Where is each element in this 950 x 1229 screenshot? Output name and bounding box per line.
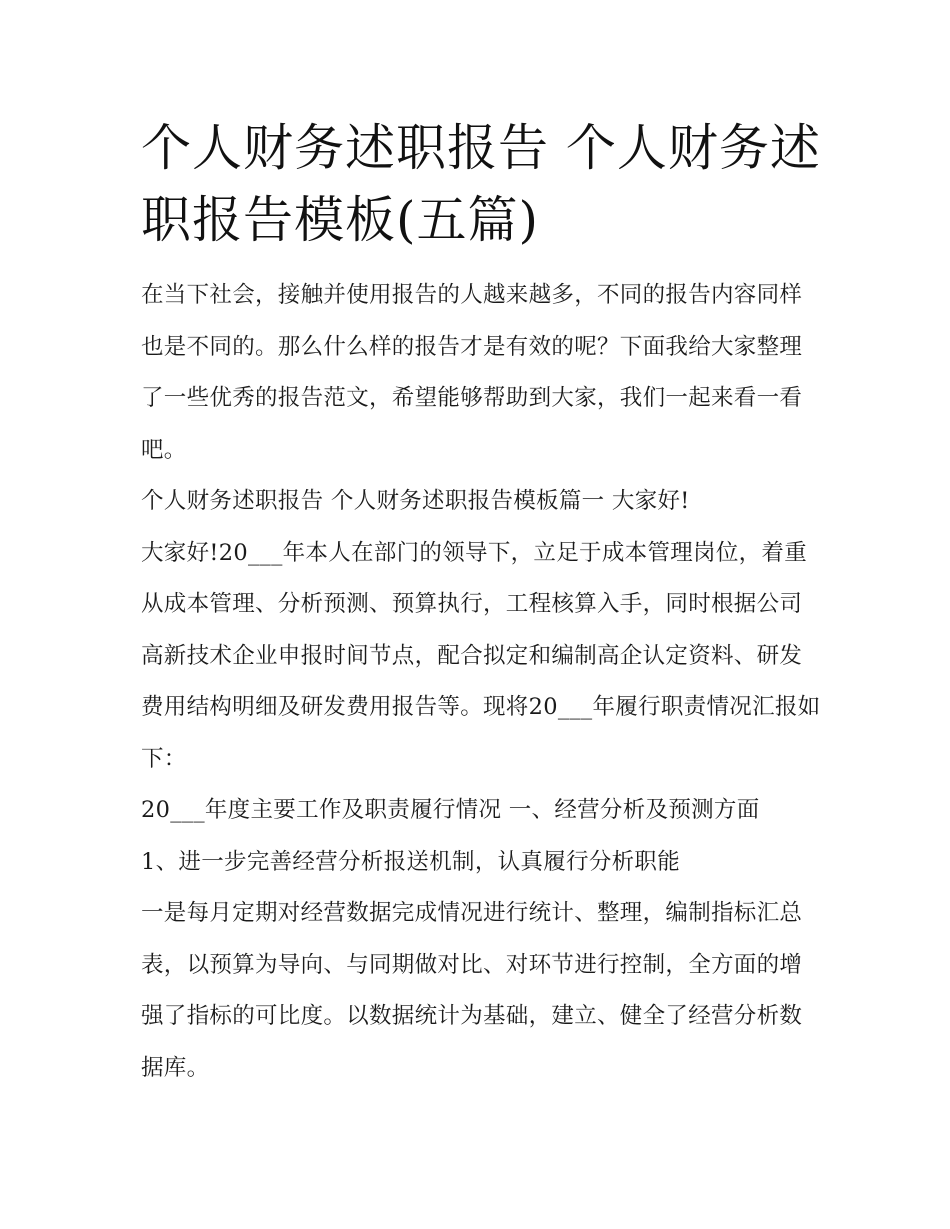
document-title: 个人财务述职报告 个人财务述职报告模板(五篇) — [141, 119, 821, 249]
list-item-paragraph: 1、进一步完善经营分析报送机制，认真履行分析职能 — [141, 848, 681, 875]
document-page — [141, 112, 821, 1094]
subsection-heading-paragraph: 20___年度主要工作及职责履行情况 一、经营分析及预测方面 — [141, 797, 760, 823]
section-heading-paragraph: 个人财务述职报告 个人财务述职报告模板篇一 大家好! — [141, 488, 690, 514]
intro-paragraph: 在当下社会，接触并使用报告的人越来越多，不同的报告内容同样也是不同的。那么什么样的报告才是有效的呢？下面我给大家整理了一些优秀的报告范文，希望能够帮助到大家，我们一起来看一看吧。 — [141, 282, 803, 463]
body-paragraph: 一是每月定期对经营数据完成情况进行统计、整理，编制指标汇总表，以预算为导向、与同期做对比、对环节进行控制，全方面的增强了指标的可比度。以数据统计为基础，建立、健全了经营分析数据库。 — [141, 900, 803, 1081]
body-paragraph: 大家好!20___年本人在部门的领导下，立足于成本管理岗位，着重从成本管理、分析预测、预算执行，工程核算入手，同时根据公司高新技术企业申报时间节点，配合拟定和编制高企认定资料、研发费用结构明细及研发费用报告等。现将20___年履行职责情况汇报如下： — [141, 539, 821, 772]
